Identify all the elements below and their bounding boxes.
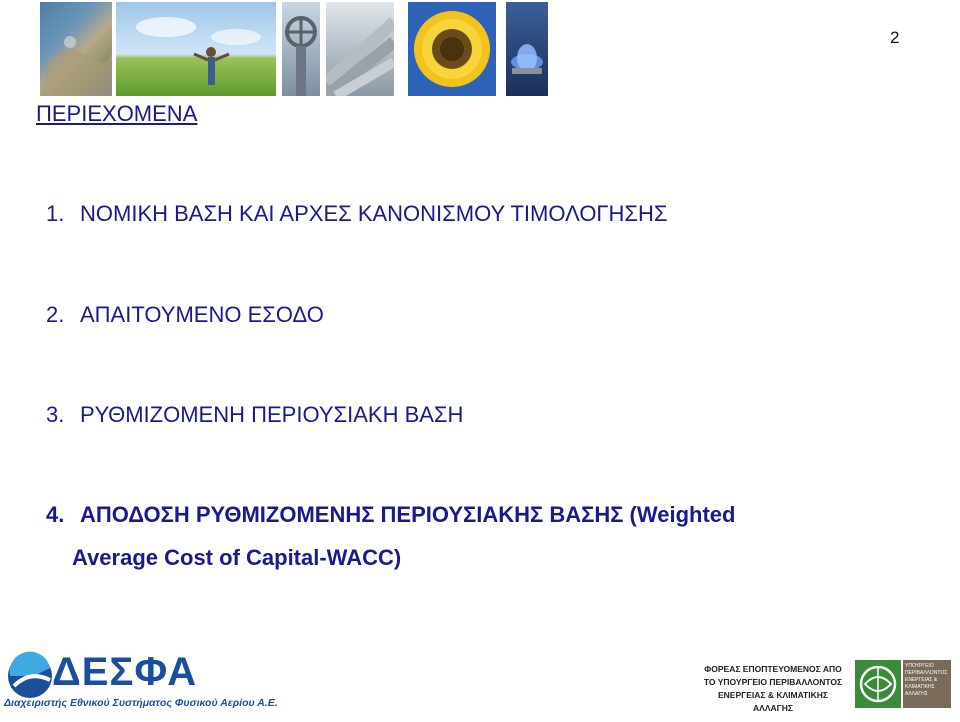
authority-line: ΤΟ ΥΠΟΥΡΓΕΙΟ ΠΕΡΙΒΑΛΛΟΝΤΟΣ xyxy=(703,677,843,687)
authority-line: ΕΝΕΡΓΕΙΑΣ & ΚΛΙΜΑΤΙΚΗΣ ΑΛΛΑΓΗΣ xyxy=(717,690,828,713)
supervising-authority-text xyxy=(698,663,848,715)
toc-item-text: ΝΟΜΙΚΗ ΒΑΣΗ ΚΑΙ ΑΡΧΕΣ ΚΑΝΟΝΙΣΜΟΥ ΤΙΜΟΛΟΓΗΣΗΣ xyxy=(80,201,668,226)
ministry-badge-text: ΥΠΟΥΡΓΕΙΟ ΠΕΡΙΒΑΛΛΟΝΤΟΣ ΕΝΕΡΓΕΙΑΣ & ΚΛΙΜΑΤΙΚΗΣ ΑΛΛΑΓΗΣ xyxy=(905,663,948,697)
page-title: ΠΕΡΙΕΧΟΜΕΝΑ xyxy=(36,101,198,126)
toc-item-number: 2. xyxy=(46,302,65,327)
toc-item-4 xyxy=(46,502,735,528)
sunflower-photo xyxy=(408,2,496,96)
header-photo-banner xyxy=(40,2,548,96)
page-number: 2 xyxy=(890,28,900,47)
pipeline-photo xyxy=(326,2,394,96)
authority-line: ΦΟΡΕΑΣ ΕΠΟΠΤΕΥΟΜΕΝΟΣ ΑΠΟ xyxy=(704,664,842,674)
toc-item-text: ΡΥΘΜΙΖΟΜΕΝΗ ΠΕΡΙΟΥΣΙΑΚΗ ΒΑΣΗ xyxy=(80,402,464,427)
toc-item-1 xyxy=(46,201,668,227)
valve-photo xyxy=(282,2,320,96)
desfa-logo-subtitle: Διαχειριστής Εθνικού Συστήματος Φυσικού Αερίου Α.Ε. xyxy=(4,697,278,709)
desfa-logo-name: ΔΕΣΦΑ xyxy=(52,650,198,694)
toc-item-text: ΑΠΑΙΤΟΥΜΕΝΟ ΕΣΟΔΟ xyxy=(80,302,324,327)
toc-item-number: 3. xyxy=(46,402,65,427)
toc-item-text: ΑΠΟΔΟΣΗ ΡΥΘΜΙΖΟΜΕΝΗΣ ΠΕΡΙΟΥΣΙΑΚΗΣ ΒΑΣΗΣ (Weighted xyxy=(80,502,736,527)
field-person-photo xyxy=(116,2,276,96)
toc-item-2 xyxy=(46,302,324,328)
toc-item-number: 4. xyxy=(46,502,65,527)
aerial-coast-photo xyxy=(40,2,112,96)
toc-item-3 xyxy=(46,402,463,428)
ministry-logo xyxy=(855,660,951,708)
toc-item-4-continuation: Average Cost of Capital-WACC) xyxy=(72,545,402,570)
gas-flame-photo xyxy=(506,2,548,96)
toc-item-number: 1. xyxy=(46,201,65,226)
